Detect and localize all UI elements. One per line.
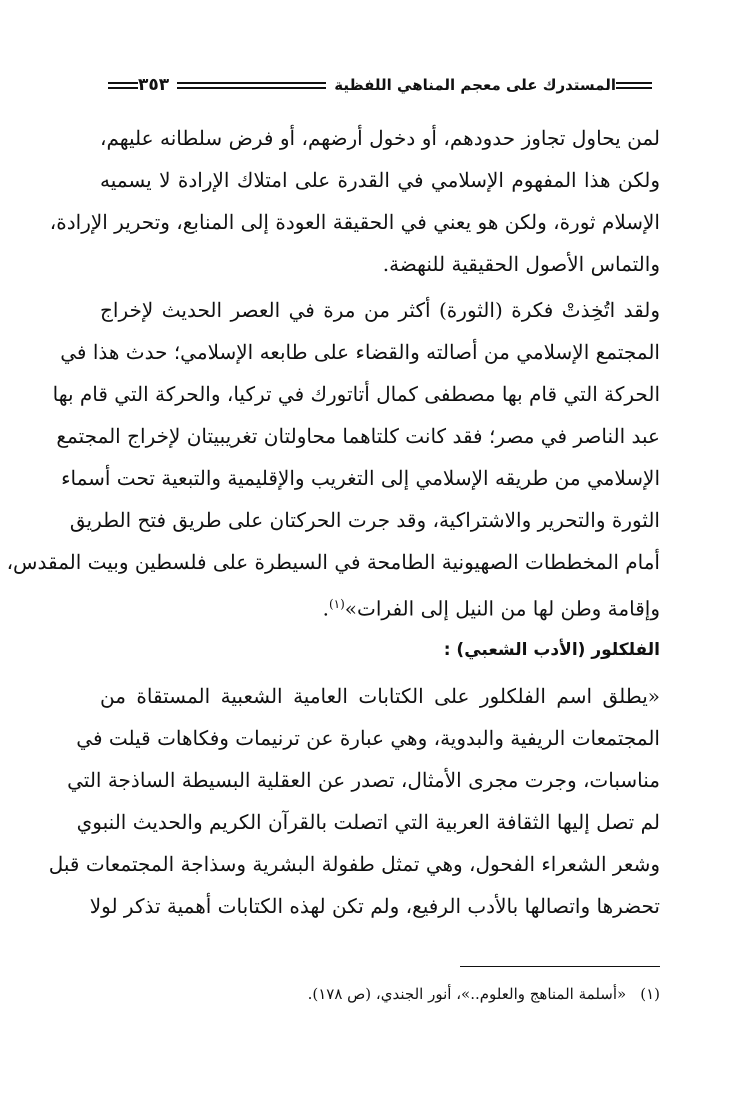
- footnote-number: (١): [640, 985, 660, 1003]
- text-line: الإسلامي من طريقه الإسلامي إلى التغريب والإقليمية والتبعية تحت أسماء: [61, 466, 660, 490]
- text-line: الثورة والتحرير والاشتراكية، وقد جرت الحركتان على طريق فتح الطريق: [69, 508, 660, 532]
- footnote-reference[interactable]: (١): [328, 597, 345, 611]
- text-line: تحضرها واتصالها بالأدب الرفيع، ولم تكن لهذه الكتابات أهمية تذكر لولا: [89, 894, 660, 918]
- text-line: والتماس الأصول الحقيقية للنهضة.: [382, 252, 660, 276]
- sentence-period: .: [322, 596, 329, 621]
- text-line: لمن يحاول تجاوز حدودهم، أو دخول أرضهم، أو فرض سلطانه عليهم،: [100, 126, 660, 150]
- main-text: [6, 0, 660, 1101]
- footnote: [100, 985, 660, 1003]
- text-line: أمام المخططات الصهيونية الطامحة في السيطرة على فلسطين وبيت المقدس،: [6, 550, 660, 574]
- text-line: وشعر الشعراء الفحول، وهي تمثل طفولة البشرية وسذاجة المجتمعات قبل: [48, 852, 660, 876]
- running-title: المستدرك على معجم المناهي اللفظية: [334, 76, 616, 94]
- text-line: «يطلق اسم الفلكلور على الكتابات العامية الشعبية المستقاة من: [100, 684, 660, 708]
- text-line: لم تصل إليها الثقافة العربية التي اتصلت بالقرآن الكريم والحديث النبوي: [76, 810, 660, 834]
- text-line: عبد الناصر في مصر؛ فقد كانت كلتاهما محاولتان تغريبيتان لإخراج المجتمع: [56, 424, 660, 448]
- text-line: مناسبات، وجرت مجرى الأمثال، تصدر عن العقلية البسيطة الساذجة التي: [67, 768, 660, 792]
- text-line: المجتمع الإسلامي من أصالته والقضاء على طابعه الإسلامي؛ حدث هذا في: [60, 340, 660, 364]
- footnote-separator: [460, 966, 660, 967]
- page-number: ٣٥٣: [138, 75, 170, 95]
- footnote-text: «أسلمة المناهج والعلوم..»، أنور الجندي، (ص ١٧٨).: [307, 985, 627, 1003]
- text-line: الحركة التي قام بها مصطفى كمال أتاتورك في تركيا، والحركة التي قام بها: [52, 382, 660, 406]
- text-line: المجتمعات الريفية والبدوية، وهي عبارة عن ترنيمات وفكاهات قيلت في: [76, 726, 660, 750]
- section-heading: الفلكلور (الأدب الشعبي) :: [443, 640, 660, 660]
- text-line-content: وإقامة وطن لها من النيل إلى الفرات»: [344, 596, 660, 621]
- text-line-with-footnote-ref: [100, 584, 660, 624]
- text-line: الإسلام ثورة، ولكن هو يعني في الحقيقة العودة إلى المنابع، وتحرير الإرادة،: [49, 210, 660, 234]
- text-line: ولقد اتُخِذتْ فكرة (الثورة) أكثر من مرة في العصر الحديث لإخراج: [100, 298, 660, 322]
- text-line: ولكن هذا المفهوم الإسلامي في القدرة على امتلاك الإرادة لا يسميه: [100, 168, 660, 192]
